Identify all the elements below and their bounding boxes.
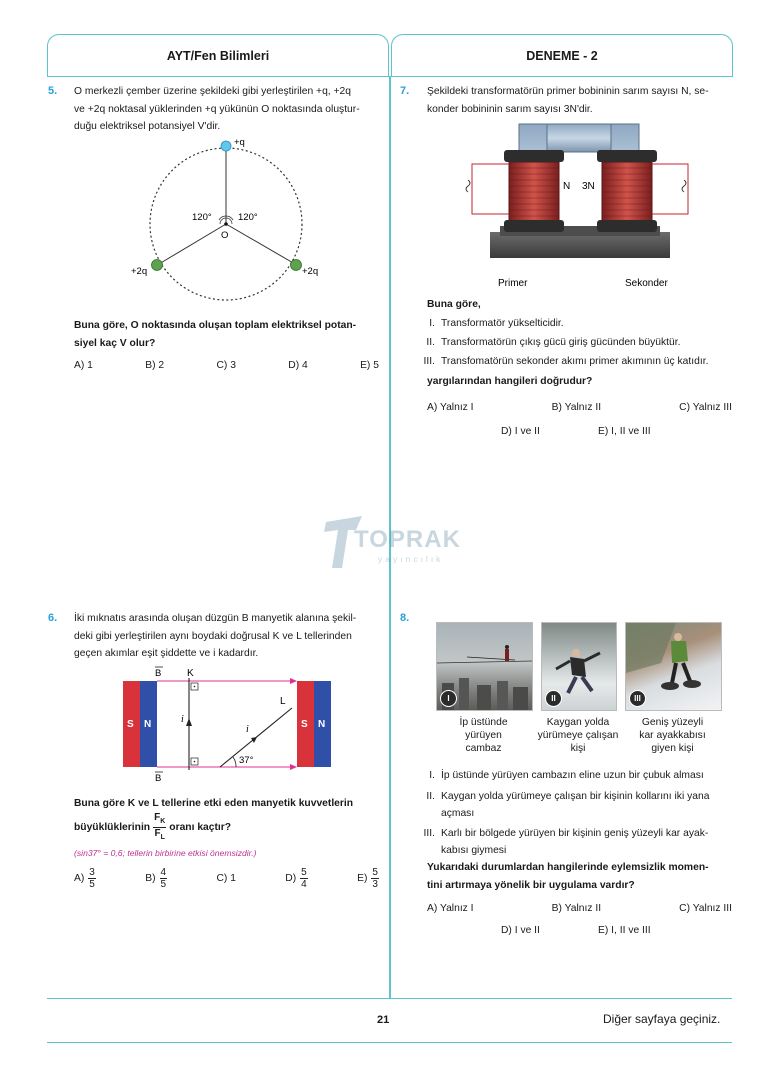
q8-option-d[interactable]: D) I ve II (501, 925, 540, 936)
charge-left (152, 260, 163, 271)
q5-text-line: O merkezli çember üzerine şekildeki gibi yerleştirilen +q, +2q (74, 86, 351, 97)
label-2q-left: +2q (131, 266, 148, 277)
q6-text-line: İki mıknatıs arasında oluşan düzgün B manyetik alanına şekil- (74, 613, 357, 624)
watermark-brand: TOPRAK (354, 526, 461, 553)
q6-option-num: 5 (372, 867, 378, 878)
q8-statement-text-cont: açması (441, 808, 475, 819)
q8-statement (419, 825, 734, 859)
q5-option-a[interactable]: A) 1 (74, 360, 93, 371)
footer-top-line (47, 998, 732, 999)
watermark-logo (322, 510, 462, 574)
q6-number: 6. (48, 612, 58, 624)
q6-option-c[interactable]: C) 1 (216, 873, 236, 884)
label-n: N (563, 181, 571, 192)
transformer-figure (462, 122, 697, 292)
q5-option-c[interactable]: C) 3 (216, 360, 236, 371)
photo-tightrope (436, 622, 533, 711)
ratio-den-sub: L (160, 834, 165, 841)
q7-statement-num: I. (429, 318, 435, 329)
q7-statement-num: II. (426, 337, 435, 348)
q5-option-e[interactable]: E) 5 (360, 360, 379, 371)
q8-statement-text: Kaygan yolda yürümeye çalışan bir kişinin kollarını iki yana (441, 791, 710, 802)
pole-n-right: N (318, 719, 326, 730)
caption-line: yürüyen (465, 730, 502, 741)
photo-slippery-road (541, 622, 617, 711)
q8-question-line: tini artırmaya yönelik bir uygulama vardır? (427, 879, 635, 891)
ratio-num-sub: K (160, 818, 166, 825)
q8-statement-num: I. (429, 770, 435, 781)
q7-text-line: Şekildeki transformatörün primer bobininin sarım sayısı N, se- (427, 86, 709, 97)
q6-option-label: A) (74, 873, 85, 884)
b-label-bottom: B (155, 773, 162, 784)
q7-option-e[interactable]: E) I, II ve III (598, 426, 651, 437)
q8-statement (419, 788, 734, 822)
q8-statement (419, 767, 734, 784)
q8-option-c[interactable]: C) Yalnız III (679, 903, 732, 914)
q7-text-line: konder bobininin sarım sayısı 3N'dir. (427, 103, 593, 115)
q5-options (74, 360, 379, 371)
wire-k-current: i (181, 714, 184, 725)
q5-question-line: Buna göre, O noktasında oluşan toplam elektriksel potan- (74, 320, 357, 331)
q6-text-line: geçen akımlar eşit şiddette ve i kadardır. (74, 648, 259, 659)
q8-statement-text-cont: kabısı giymesi (441, 845, 507, 856)
q8-statement-num: III. (423, 828, 435, 839)
q8-statement-text: Karlı bir bölgede yürüyen bir kişinin geniş yüzeyli kar ayak- (441, 828, 709, 839)
q5-option-d[interactable]: D) 4 (288, 360, 308, 371)
charge-top (221, 141, 231, 151)
label-3n: 3N (582, 181, 595, 192)
header-left-title: AYT/Fen Bilimleri (166, 49, 270, 63)
q8-question (427, 859, 733, 894)
q7-option-a[interactable]: A) Yalnız I (427, 402, 474, 413)
q6-option-num: 5 (301, 867, 307, 878)
badge-i: I (440, 690, 457, 707)
q6-option-label: E) (357, 873, 368, 884)
q7-text (427, 83, 732, 118)
caption-line: kar ayakkabısı (639, 730, 706, 741)
q7-option-c[interactable]: C) Yalnız III (679, 402, 732, 413)
force-ratio (153, 812, 166, 843)
q7-options-row1 (427, 402, 732, 413)
caption-i (436, 716, 531, 755)
q6-option-d[interactable] (285, 867, 307, 890)
watermark-sub: yayıncılık (378, 554, 444, 564)
next-page-note: Diğer sayfaya geçiniz. (603, 1012, 721, 1026)
q6-text (74, 610, 382, 663)
q5-number: 5. (48, 85, 58, 97)
caption-iii (625, 716, 720, 755)
q6-option-num: 4 (160, 867, 167, 878)
q6-question-pre: büyüklüklerinin (74, 822, 151, 833)
q5-circle-figure (130, 134, 340, 304)
q6-option-num: 3 (89, 867, 95, 878)
q6-option-den: 5 (160, 879, 167, 890)
q7-statement-text: Transformatörün çıkış gücü giriş gücünden büyüktür. (441, 337, 681, 348)
header-right-tab (391, 34, 733, 77)
label-2q-right: +2q (302, 266, 319, 277)
q6-option-label: D) (285, 873, 297, 884)
q5-option-b[interactable]: B) 2 (145, 360, 165, 371)
q7-statement-num: III. (423, 356, 435, 367)
q7-statement-text: Transfomatörün sekonder akımı primer akımının üç katıdır. (441, 356, 709, 367)
q7-question: yargılarından hangileri doğrudur? (427, 376, 593, 387)
charge-right (291, 260, 302, 271)
q6-option-den: 3 (372, 879, 378, 890)
q7-option-b[interactable]: B) Yalnız II (551, 402, 602, 413)
q8-statement-num: II. (426, 791, 435, 802)
caption-line: Kaygan yolda (546, 717, 610, 728)
label-angle-left: 120° (192, 212, 212, 223)
wire-l-current: i (246, 724, 249, 735)
q8-option-b[interactable]: B) Yalnız II (551, 903, 602, 914)
q6-option-den: 5 (89, 879, 95, 890)
q5-question-line: siyel kaç V olur? (74, 337, 156, 349)
q6-question-line1: Buna göre K ve L tellerine etki eden manyetik kuvvetlerin (74, 798, 354, 809)
footer-bottom-line (47, 1042, 732, 1043)
label-primer: Primer (498, 278, 528, 289)
q7-statement (419, 353, 708, 370)
caption-line: İp üstünde (459, 717, 508, 728)
q8-statement-text: İp üstünde yürüyen cambazın eline uzun bir çubuk alması (441, 770, 704, 781)
b-label-top: B (155, 668, 162, 679)
q6-option-b[interactable] (145, 867, 167, 890)
q6-option-den: 4 (301, 879, 307, 890)
wire-k-label: K (187, 668, 194, 679)
q7-number: 7. (400, 85, 410, 97)
caption-line: cambaz (465, 743, 502, 754)
photo-snowshoes (625, 622, 722, 711)
angle-label: 37° (239, 755, 254, 766)
q5-text-line: ve +2q noktasal yüklerinden +q yükünün O noktasında oluştur- (74, 103, 360, 115)
pole-n-left: N (144, 719, 152, 730)
pole-s-right: S (301, 719, 308, 730)
q5-question (74, 317, 382, 352)
q7-lead: Buna göre, (427, 299, 481, 310)
header-right-title: DENEME - 2 (526, 49, 598, 63)
badge-iii: III (629, 690, 646, 707)
ratio-den: F (154, 828, 161, 839)
label-q: +q (234, 137, 245, 148)
q6-note: (sin37° = 0,6; tellerin birbirine etkisi önemsizdir.) (74, 848, 257, 858)
caption-line: Geniş yüzeyli (641, 717, 704, 728)
q6-question-line2 (74, 812, 231, 843)
caption-ii (525, 716, 631, 755)
page-number: 21 (377, 1014, 390, 1026)
badge-ii: II (545, 690, 562, 707)
pole-s-left: S (127, 719, 134, 730)
wire-l-label: L (280, 696, 286, 707)
q6-text-line: deki gibi yerleştirilen aynı boydaki doğrusal K ve L tellerinden (74, 630, 352, 642)
q6-options (74, 867, 379, 890)
q7-statement-text: Transformatör yükselticidir. (441, 318, 564, 329)
q7-statement (419, 334, 680, 351)
header-left-tab (47, 34, 389, 77)
q8-option-e[interactable]: E) I, II ve III (598, 925, 651, 936)
caption-line: yürümeye çalışan (537, 730, 619, 741)
q6-question-post: oranı kaçtır? (169, 822, 232, 833)
label-angle-right: 120° (238, 212, 258, 223)
q8-options-row1 (427, 903, 732, 914)
label-o: O (221, 230, 229, 241)
q6-option-label: B) (145, 873, 156, 884)
q8-question-line: Yukarıdaki durumlardan hangilerinde eylemsizlik momen- (427, 862, 709, 873)
q7-option-d[interactable]: D) I ve II (501, 426, 540, 437)
q7-statement (419, 315, 564, 332)
q5-text-line: duğu elektriksel potansiyel V'dir. (74, 121, 221, 132)
q6-option-e[interactable] (357, 867, 379, 890)
label-sekonder: Sekonder (625, 278, 668, 289)
ratio-num: F (154, 812, 161, 823)
q8-option-a[interactable]: A) Yalnız I (427, 903, 474, 914)
q5-text (74, 83, 382, 136)
q6-option-a[interactable] (74, 867, 96, 890)
magnet-field-figure (120, 666, 335, 786)
caption-line: kişi (570, 743, 586, 754)
caption-line: giyen kişi (651, 743, 694, 754)
q8-number: 8. (400, 612, 410, 624)
